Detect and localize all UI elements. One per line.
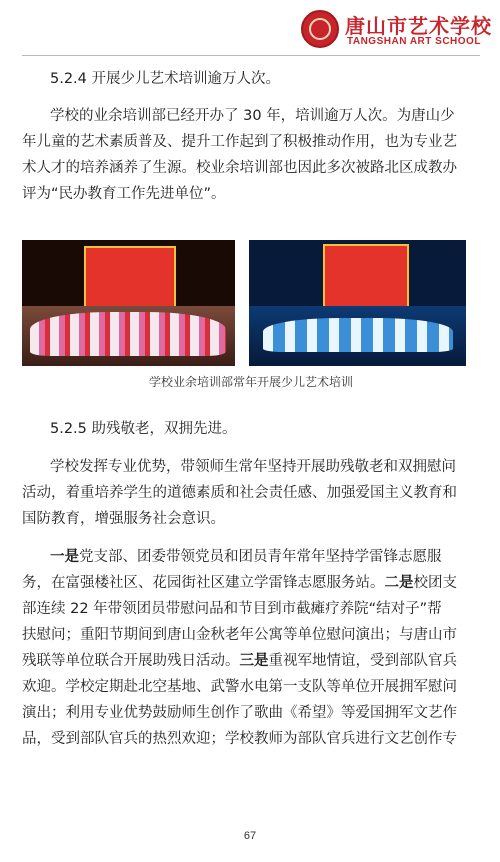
paragraph-line: 演出；利用专业优势鼓励师生创作了歌曲《希望》等爱国拥军文艺作: [22, 705, 457, 721]
emphasis-text: 三是: [239, 653, 269, 669]
training-photo-left: [22, 240, 235, 366]
section-heading-525: 5.2.5 助残敬老，双拥先进。: [50, 421, 237, 437]
paragraph-line: 术人才的培养涵养了生源。校业余培训部也因此多次被路北区成教办: [22, 160, 457, 176]
paragraph-line: 学校发挥专业优势，带领师生常年坚持开展助残敬老和双拥慰问: [50, 459, 456, 475]
training-photo-right: [249, 240, 466, 366]
school-seal-icon: [301, 10, 339, 48]
text-span: 党支部、团委带领党员和团员青年常年坚持学雷锋志愿服: [79, 549, 442, 565]
paragraph-line: 扶慰问；重阳节期间到唐山金秋老年公寓等单位慰问演出；与唐山市: [22, 627, 457, 643]
text-span: 校团支: [413, 575, 457, 591]
school-logo: [301, 10, 492, 50]
paragraph-line: 年儿童的艺术素质普及、提升工作起到了积极推动作用，也为专业艺: [22, 134, 457, 150]
paragraph-line: 部连续 22 年带领团员带慰问品和节目到市截瘫疗养院“结对子”帮: [22, 601, 442, 617]
page-number: 67: [243, 830, 257, 842]
photo-caption: 学校业余培训部常年开展少儿艺术培训: [148, 375, 353, 389]
paragraph-line: 品，受到部队官兵的热烈欢迎；学校教师为部队官兵进行文艺创作专: [22, 731, 457, 747]
paragraph-line: [22, 652, 457, 670]
text-span: 务，在富强楼社区、花园街社区建立学雷锋志愿服务站。: [22, 575, 385, 591]
emphasis-text: 二是: [384, 575, 414, 591]
paragraph-line: 活动，着重培养学生的道德素质和社会责任感、加强爱国主义教育和: [22, 485, 457, 501]
paragraph-line: 国防教育，增强服务社会意识。: [22, 511, 225, 527]
section-heading-524: 5.2.4 开展少儿艺术培训逾万人次。: [50, 71, 281, 87]
paragraph-line: 学校的业余培训部已经开办了 30 年，培训逾万人次。为唐山少: [50, 108, 455, 124]
school-name-en: TANGSHAN ART SCHOOL: [347, 36, 481, 47]
paragraph-line: [50, 548, 442, 566]
emphasis-text: 一是: [50, 549, 79, 565]
paragraph-line: [22, 574, 457, 592]
header-divider: [22, 55, 480, 56]
school-name-cn: 唐山市艺术学校: [345, 14, 492, 38]
paragraph-line: 评为“民办教育工作先进单位”。: [22, 186, 226, 202]
text-span: 重视军地情谊，受到部队官兵: [268, 653, 457, 669]
paragraph-line: 欢迎。学校定期赴北空基地、武警水电第一支队等单位开展拥军慰问: [22, 679, 457, 695]
text-span: 残联等单位联合开展助残日活动。: [22, 653, 240, 669]
